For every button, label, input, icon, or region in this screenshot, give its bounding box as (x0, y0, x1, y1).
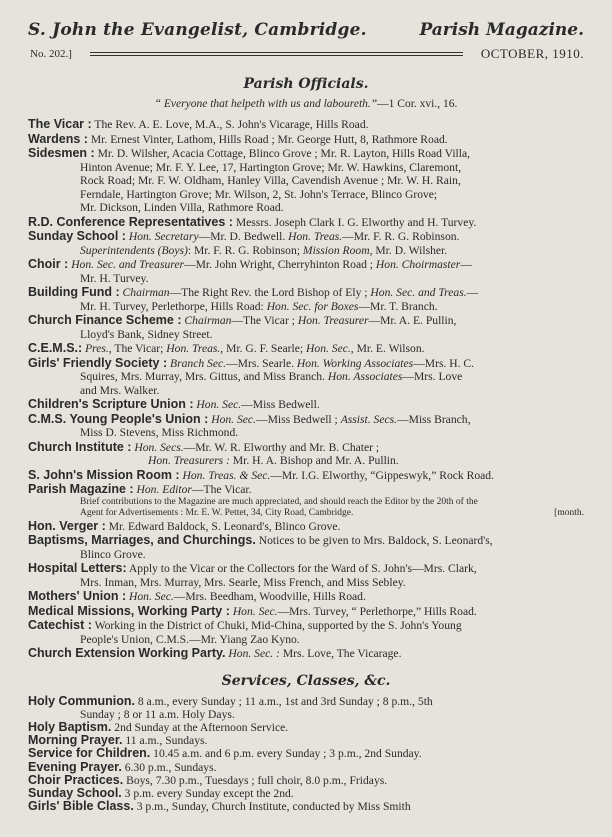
entry-building-fund (28, 286, 584, 313)
label-extension: Church Extension Working Party. (28, 646, 226, 660)
label-csu: Children's Scripture Union : (28, 397, 194, 411)
entry-cms (28, 413, 584, 440)
entry-baptisms (28, 534, 584, 561)
text-vicar: The Rev. A. E. Love, M.A., S. John's Vicarage, Hills Road. (94, 118, 369, 131)
text-cms-sec: —Miss Bedwell ; (255, 412, 338, 426)
label-sidesmen: Sidesmen : (28, 146, 95, 160)
role-cems-pres: Pres., (85, 342, 112, 355)
quote-reference: —1 Cor. xvi., 16. (377, 98, 458, 110)
role-mu-sec: Hon. Sec. (129, 590, 174, 603)
role-mission: Hon. Treas. & Sec. (182, 468, 271, 482)
role-inst-treas: Hon. Treasurers : (148, 454, 230, 467)
text-pm-editor: —The Vicar. (191, 483, 252, 496)
pm-note-2 (28, 508, 584, 519)
text-mu-sec: —Mrs. Beedham, Woodville, Hills Road. (173, 590, 366, 603)
label-gfs: Girls' Friendly Society : (28, 355, 168, 370)
text-children: 10.45 a.m. and 6 p.m. every Sunday ; 3 p.m., 2nd Sunday. (153, 747, 422, 761)
entry-mothers-union (28, 590, 584, 604)
role-sunday-sec: Hon. Secretary (128, 230, 199, 243)
entry-verger (28, 520, 584, 534)
role-choir-sec: Hon. Sec. and Treasurer (71, 258, 185, 271)
text-mission: —Mr. I.G. Elworthy, “Gippeswyk,” Rock Road. (270, 468, 494, 482)
subhead (28, 46, 584, 62)
text-catechist-1: Working in the District of Chuki, Mid-China, supported by the S. John's Young (94, 619, 462, 632)
text-finance-chair: —The Vicar ; (231, 314, 295, 327)
label-medical: Medical Missions, Working Party : (28, 603, 230, 618)
text-ext-sec: Mrs. Love, The Vicarage. (282, 647, 402, 660)
label-cms: C.M.S. Young People's Union : (28, 411, 209, 426)
label-wardens: Wardens : (28, 131, 88, 146)
quote-text: “ Everyone that helpeth with us and laboureth.” (154, 98, 378, 110)
label-girls-bible-class: Girls' Bible Class. (28, 799, 134, 814)
text-pm-note-2: Agent for Advertisements : Mr. E. W. Pettet, 34, City Road, Cambridge. (80, 507, 354, 518)
text-morning-prayer: 11 a.m., Sundays. (125, 734, 208, 748)
text-wardens: Mr. Ernest Vinter, Lathom, Hills Road ; Mr. George Hutt, 8, Rathmore Road. (90, 132, 448, 146)
text-cems-sec: Mr. E. Wilson. (356, 342, 425, 355)
text-gfs-branch: —Mrs. Searle. (226, 356, 295, 370)
magazine-title: Parish Magazine. (419, 20, 584, 40)
entry-cems (28, 342, 584, 356)
text-sunday-sup: : Mr. F. R. G. Robinson; (187, 243, 300, 257)
label-building-fund: Building Fund : (28, 285, 120, 299)
label-children: Service for Children. (28, 746, 151, 761)
role-cems-sec: Hon. Sec., (306, 342, 354, 355)
text-sidesmen-5: Mr. Dickson, Linden Villa, Rathmore Road. (80, 201, 284, 214)
text-holy-communion-2: Sunday ; 8 or 11 a.m. Holy Days. (80, 707, 235, 721)
services-title: Services, Classes, &c. (221, 672, 391, 689)
text-choirmaster: Mr. H. Turvey. (80, 271, 149, 285)
entry-catechist (28, 619, 584, 646)
text-sidesmen-3: Rock Road; Mr. F. W. Oldham, Hanley Villa, Cavendish Avenue ; Mr. W. H. Rain, (80, 174, 461, 187)
text-inst-treas: Mr. H. A. Bishop and Mr. A. Pullin. (232, 454, 399, 467)
text-building-boxes: —Mr. T. Branch. (358, 299, 438, 313)
role-inst-secs: Hon. Secs. (134, 440, 184, 454)
text-building-dash: — (466, 286, 479, 299)
label-mission-room: S. John's Mission Room : (28, 467, 180, 482)
label-hospital: Hospital Letters: (28, 561, 127, 575)
role-building-chair: Chairman (122, 286, 170, 299)
role-pm-editor: Hon. Editor (136, 483, 192, 496)
svc-girls-bible-class (28, 800, 584, 813)
svc-holy-communion (28, 695, 584, 721)
text-verger: Mr. Edward Baldock, S. Leonard's, Blinco Grove. (108, 519, 341, 533)
label-svc-sunday-school: Sunday School. (28, 785, 122, 800)
issue-date: OCTOBER, 1910. (480, 46, 584, 61)
issue-number: No. 202.] (30, 48, 72, 60)
label-sunday-school: Sunday School : (28, 229, 126, 243)
text-choir-sec: —Mr. John Wright, Cherryhinton Road ; (184, 258, 374, 271)
text-finance-bank: Lloyd's Bank, Sidney Street. (80, 327, 213, 341)
label-cems: C.E.M.S.: (28, 341, 83, 355)
text-csu-sec: —Miss Bedwell. (241, 398, 320, 411)
text-cems-pres: The Vicar; (114, 342, 164, 355)
text-sidesmen-2: Hinton Avenue; Mr. F. Y. Lee, 17, Hartington Grove; Mr. W. Hawkins, Claremont, (80, 160, 462, 174)
text-rd: Messrs. Joseph Clark I. G. Elworthy and H. Turvey. (235, 215, 477, 229)
text-gfs-working: —Mrs. H. C. (413, 356, 475, 370)
text-sunday-sec: —Mr. D. Bedwell. (198, 230, 286, 243)
header-rule (90, 52, 463, 56)
text-building-sec: Mr. H. Turvey, Perlethorpe, Hills Road: (80, 299, 264, 313)
entry-wardens (28, 133, 584, 147)
text-evening-prayer: 6.30 p.m., Sundays. (124, 760, 217, 774)
role-ext-sec: Hon. Sec. : (228, 647, 280, 660)
text-hospital-1: Apply to the Vicar or the Collectors for the Ward of S. John's—Mrs. Clark, (128, 562, 477, 575)
text-med-sec: —Mrs. Turvey, “ Perlethorpe,” Hills Road. (277, 604, 477, 618)
pm-note-1 (28, 497, 584, 508)
scripture-quote (28, 98, 584, 110)
role-choirmaster: Hon. Choirmaster (375, 258, 461, 271)
role-finance-treas: Hon. Treasurer (297, 314, 369, 327)
text-pm-note-1: Brief contributions to the Magazine are much appreciated, and should reach the Editor by the 20th of the (80, 496, 478, 507)
church-title: S. John the Evangelist, Cambridge. (28, 20, 367, 40)
entry-rd (28, 216, 584, 230)
entry-sunday-school (28, 230, 584, 257)
entry-choir (28, 258, 584, 285)
text-building-chair: —The Right Rev. the Lord Bishop of Ely ; (169, 286, 368, 299)
text-girls-bible-class: 3 p.m., Sunday, Church Institute, conducted by Miss Smith (136, 800, 411, 814)
text-svc-sunday-school: 3 p.m. every Sunday except the 2nd. (124, 786, 294, 800)
text-sunday-mission: Mr. D. Wilsher. (375, 243, 448, 257)
label-holy-communion: Holy Communion. (28, 693, 135, 708)
role-cems-treas: Hon. Treas., (166, 342, 224, 355)
label-vicar: The Vicar : (28, 117, 92, 131)
label-parish-magazine: Parish Magazine : (28, 482, 134, 496)
text-sunday-treas: —Mr. F. R. G. Robinson. (342, 230, 460, 243)
role-gfs-assoc: Hon. Associates (327, 370, 403, 383)
label-choir-practices: Choir Practices. (28, 772, 124, 787)
label-mothers-union: Mothers' Union : (28, 589, 127, 603)
label-baptisms: Baptisms, Marriages, and Churchings. (28, 533, 256, 547)
entry-csu (28, 398, 584, 412)
text-finance-treas: —Mr. A. E. Pullin, (368, 314, 457, 327)
label-institute: Church Institute : (28, 439, 132, 454)
label-morning-prayer: Morning Prayer. (28, 733, 123, 748)
role-med-sec: Hon. Sec. (232, 604, 278, 618)
text-pm-note-3: [month. (554, 507, 584, 518)
entry-medical (28, 605, 584, 619)
entry-vicar (28, 118, 584, 132)
text-gfs-names: Squires, Mrs. Murray, Mrs. Gittus, and Miss Branch. (80, 370, 325, 383)
role-gfs-branch: Branch Sec. (170, 356, 227, 370)
text-holy-communion-1: 8 a.m., every Sunday ; 11 a.m., 1st and 3rd Sunday ; 8 p.m., 5th (137, 694, 433, 708)
text-sidesmen-1: Mr. D. Wilsher, Acacia Cottage, Blinco Grove ; Mr. R. Layton, Hills Road Villa, (97, 147, 471, 160)
role-building-sec: Hon. Sec. and Treas. (370, 286, 467, 299)
text-cms-assist: —Miss Branch, (397, 412, 471, 426)
text-holy-baptism: 2nd Sunday at the Afternoon Service. (114, 720, 289, 734)
entry-extension (28, 647, 584, 661)
label-finance: Church Finance Scheme : (28, 313, 182, 327)
text-gfs-walker: and Mrs. Walker. (80, 383, 160, 397)
role-building-boxes: Hon. Sec. for Boxes (266, 299, 359, 313)
label-rd: R.D. Conference Representatives : (28, 214, 233, 229)
text-gfs-assoc: —Mrs. Love (402, 370, 463, 383)
role-csu-sec: Hon. Sec. (196, 398, 242, 411)
text-baptisms-2: Blinco Grove. (80, 547, 146, 561)
masthead (28, 20, 584, 40)
text-catechist-2: People's Union, C.M.S.—Mr. Yiang Zao Kyno. (80, 632, 300, 646)
label-evening-prayer: Evening Prayer. (28, 759, 122, 774)
entry-gfs (28, 357, 584, 398)
text-choir-practices: Boys, 7.30 p.m., Tuesdays ; full choir, 8.0 p.m., Fridays. (126, 773, 388, 787)
entry-institute (28, 441, 584, 468)
text-cems-treas: Mr. G. F. Searle; (226, 342, 304, 355)
role-cms-assist: Assist. Secs. (340, 412, 398, 426)
entry-finance (28, 314, 584, 341)
role-finance-chair: Chairman (184, 314, 232, 327)
role-gfs-working: Hon. Working Associates (296, 356, 414, 370)
text-hospital-2: Mrs. Inman, Mrs. Murray, Mrs. Searle, Miss French, and Miss Sebley. (80, 575, 406, 589)
label-verger: Hon. Verger : (28, 518, 106, 533)
role-sunday-mission: Mission Room, (302, 243, 373, 257)
text-baptisms-1: Notices to be given to Mrs. Baldock, S. Leonard's, (258, 534, 493, 547)
role-sunday-sup: Superintendents (Boys) (80, 243, 188, 257)
entry-sidesmen (28, 147, 584, 215)
text-cms-names: Miss D. Stevens, Miss Richmond. (80, 426, 239, 439)
entry-mission-room (28, 469, 584, 483)
text-choir-dash: — (460, 258, 472, 271)
role-cms-sec: Hon. Sec. (211, 412, 256, 426)
text-inst-secs: —Mr. W. R. Elworthy and Mr. B. Chater ; (183, 440, 380, 454)
text-sidesmen-4: Ferndale, Hartington Grove; Mr. Wilson, 2, St. John's Terrace, Blinco Grove; (80, 187, 438, 201)
role-sunday-treas: Hon. Treas. (288, 230, 343, 243)
entry-hospital (28, 562, 584, 589)
officials-title: Parish Officials. (243, 76, 369, 92)
label-catechist: Catechist : (28, 618, 92, 632)
label-choir: Choir : (28, 257, 69, 271)
label-holy-baptism: Holy Baptism. (28, 719, 112, 734)
entry-parish-magazine (28, 483, 584, 519)
